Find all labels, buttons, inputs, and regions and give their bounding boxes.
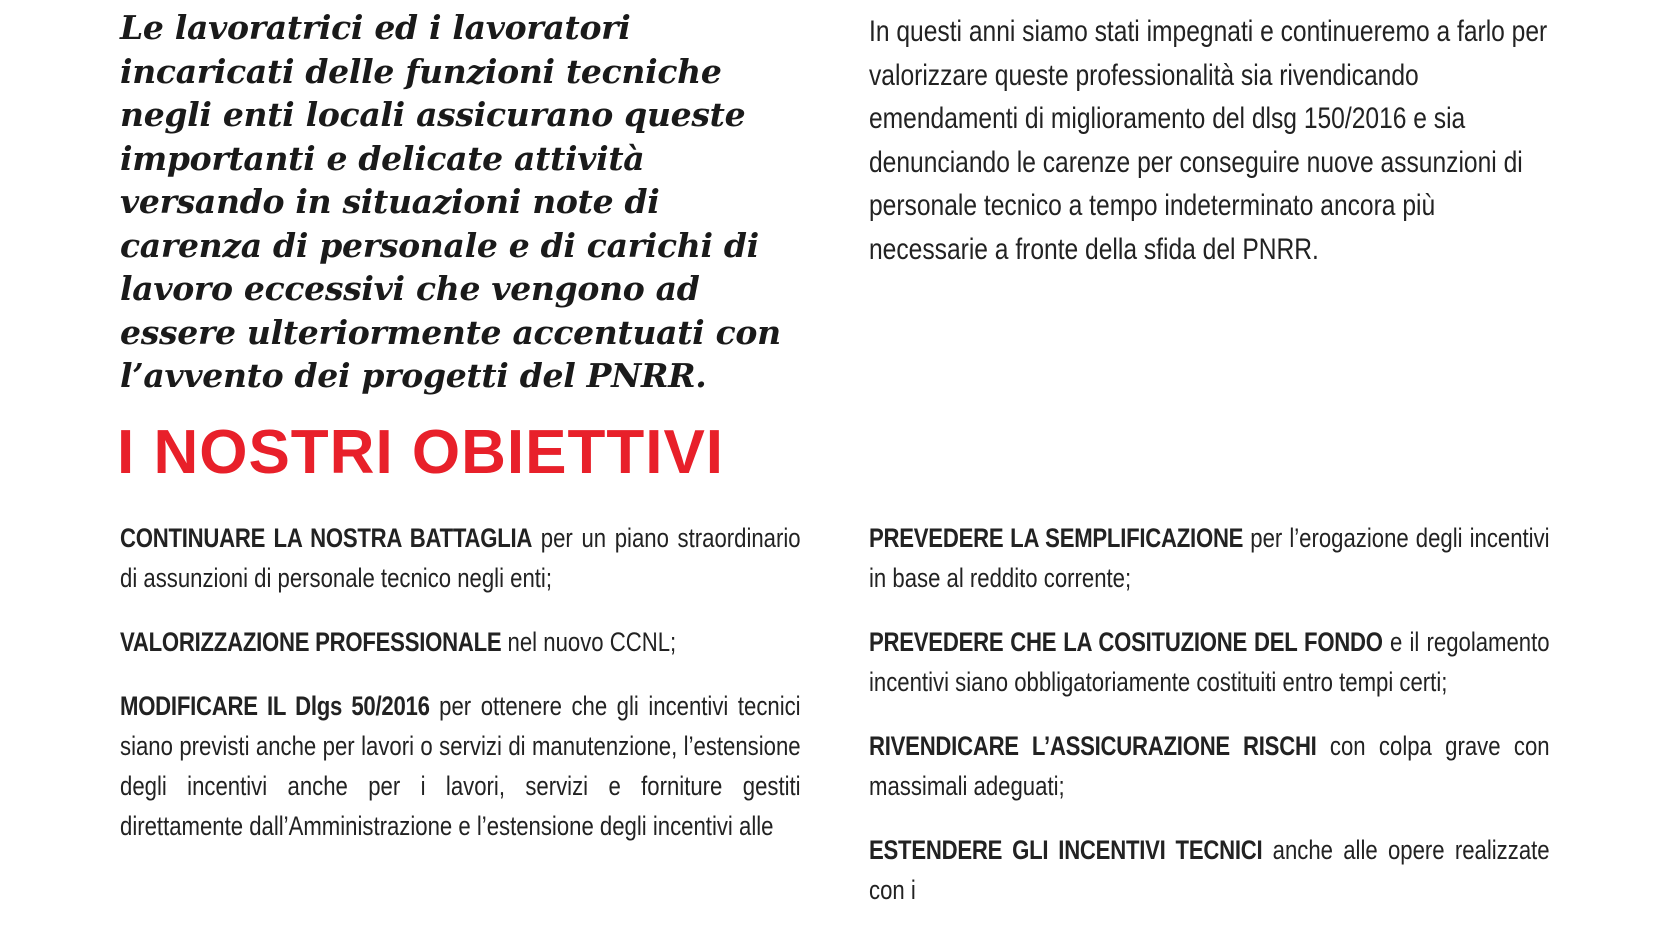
objective-text: per ottenere che gli incentivi tecnici siano previsti anche per lavori o servizi di manutenzione, l’estensione degli incentivi anche per i lavori, servizi e forniture gestiti direttamente dall’Amministrazione e l’estensione degli incentivi alle xyxy=(120,691,801,841)
objective-item xyxy=(869,726,1550,806)
objective-item xyxy=(120,686,801,846)
objective-text: anche alle opere realizzate con i xyxy=(869,835,1550,905)
objective-lead: ESTENDERE GLI INCENTIVI TECNICI xyxy=(869,835,1263,865)
objective-item xyxy=(120,622,801,662)
objective-item xyxy=(120,518,801,598)
objectives-left-column xyxy=(120,518,801,870)
objective-item xyxy=(869,518,1550,598)
objectives-right-column xyxy=(869,518,1550,934)
objective-lead: PREVEDERE CHE LA COSITUZIONE DEL FONDO xyxy=(869,627,1383,657)
section-title: I NOSTRI OBIETTIVI xyxy=(117,418,725,487)
objective-lead: RIVENDICARE L’ASSICURAZIONE RISCHI xyxy=(869,731,1317,761)
objective-text: nel nuovo CCNL; xyxy=(501,627,677,657)
objective-lead: CONTINUARE LA NOSTRA BATTAGLIA xyxy=(120,523,533,553)
intro-paragraph: In questi anni siamo stati impegnati e continueremo a farlo per valorizzare queste professionalità sia rivendicando emendamenti di miglioramento del dlsg 150/2016 e sia denunciando le carenze per conseguire nuove assunzioni di personale tecnico a tempo indeterminato ancora più necessarie a fronte della sfida del PNRR. xyxy=(869,15,1548,266)
intro-quote: Le lavoratrici ed i lavoratori incaricati delle funzioni tecniche negli enti locali assicurano queste importanti e delicate attività versando in situazioni note di carenza di personale e di carichi di lavoro eccessivi che vengono ad essere ulteriormente accentuati con l’avvento dei progetti del PNRR. xyxy=(120,8,781,395)
objective-text: per l’erogazione degli incentivi in base al reddito corrente; xyxy=(869,523,1550,593)
objective-lead: VALORIZZAZIONE PROFESSIONALE xyxy=(120,627,502,657)
objective-lead: PREVEDERE LA SEMPLIFICAZIONE xyxy=(869,523,1244,553)
objective-lead: MODIFICARE IL Dlgs 50/2016 xyxy=(120,691,430,721)
objective-text: per un piano straordinario di assunzioni di personale tecnico negli enti; xyxy=(120,523,801,593)
objective-item xyxy=(869,830,1550,910)
objective-item xyxy=(869,622,1550,702)
objective-text: e il regolamento incentivi siano obbligatoriamente costituiti entro tempi certi; xyxy=(869,627,1550,697)
objective-text: con colpa grave con massimali adeguati; xyxy=(869,731,1550,801)
